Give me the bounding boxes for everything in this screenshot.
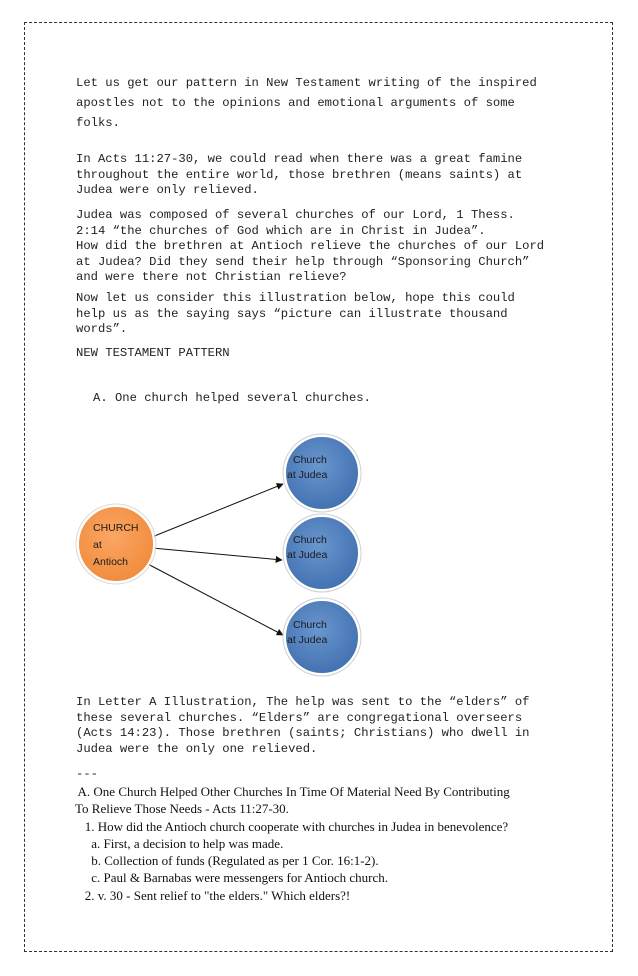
illustration-paragraph: In Letter A Illustration, The help was sent to the “elders” of these several churches. “Elders” are congregational overseers (Acts 14:23). Those brethren (saints; Christians) who dwell in Judea were the only one relieved.	[76, 695, 530, 756]
source-node	[76, 504, 156, 584]
judea-paragraph: Judea was composed of several churches of our Lord, 1 Thess. 2:14 “the churches of God which are in Christ in Judea”. How did the brethren at Antioch relieve the churches of our Lord at Judea? Did they send their help through “Sponsoring Church” and were there not Christian relieve?	[76, 208, 545, 284]
source-label-line1: CHURCH	[93, 522, 139, 534]
outline-line: To Relieve Those Needs - Acts 11:27-30.	[75, 801, 289, 817]
intro-paragraph: Let us get our pattern in New Testament writing of the inspired apostles not to the opinions and emotional arguments of some folks.	[76, 76, 537, 130]
target-node-1	[283, 434, 361, 512]
target-2-line1: Church	[293, 534, 327, 546]
target-node-2	[283, 514, 361, 592]
target-2-line2: at Judea	[287, 549, 328, 561]
divider-dashes: ---	[76, 767, 98, 781]
target-3-line1: Church	[293, 619, 327, 631]
target-3-line2: at Judea	[287, 634, 328, 646]
arrow-3	[144, 562, 283, 635]
acts-paragraph: In Acts 11:27-30, we could read when there was a great famine throughout the entire world, those brethren (means saints) at Judea were only relieved.	[76, 152, 523, 197]
source-label-line3: Antioch	[93, 556, 129, 568]
target-1-line2: at Judea	[287, 469, 328, 481]
arrow-2	[152, 548, 282, 560]
nt-pattern-heading: NEW TESTAMENT PATTERN	[76, 346, 230, 360]
outline-line: A. One Church Helped Other Churches In Time Of Material Need By Contributing	[75, 784, 510, 799]
target-node-3	[283, 598, 361, 676]
outline-line: a. First, a decision to help was made.	[75, 835, 284, 851]
outline-line: b. Collection of funds (Regulated as per 1 Cor. 16:1-2).	[75, 853, 379, 869]
outline-line: c. Paul & Barnabas were messengers for Antioch church.	[75, 870, 388, 886]
outline-list	[75, 783, 565, 904]
target-1-line1: Church	[293, 454, 327, 466]
source-label-line2: at	[93, 539, 102, 551]
outline-line: 2. v. 30 - Sent relief to "the elders." Which elders?!	[75, 887, 351, 903]
arrow-1	[152, 484, 283, 537]
consider-paragraph: Now let us consider this illustration below, hope this could help us as the saying says “picture can illustrate thousand words”.	[76, 291, 515, 336]
letter-a-item: A. One church helped several churches.	[93, 391, 371, 405]
outline-line: 1. How did the Antioch church cooperate with churches in Judea in benevolence?	[75, 818, 509, 834]
